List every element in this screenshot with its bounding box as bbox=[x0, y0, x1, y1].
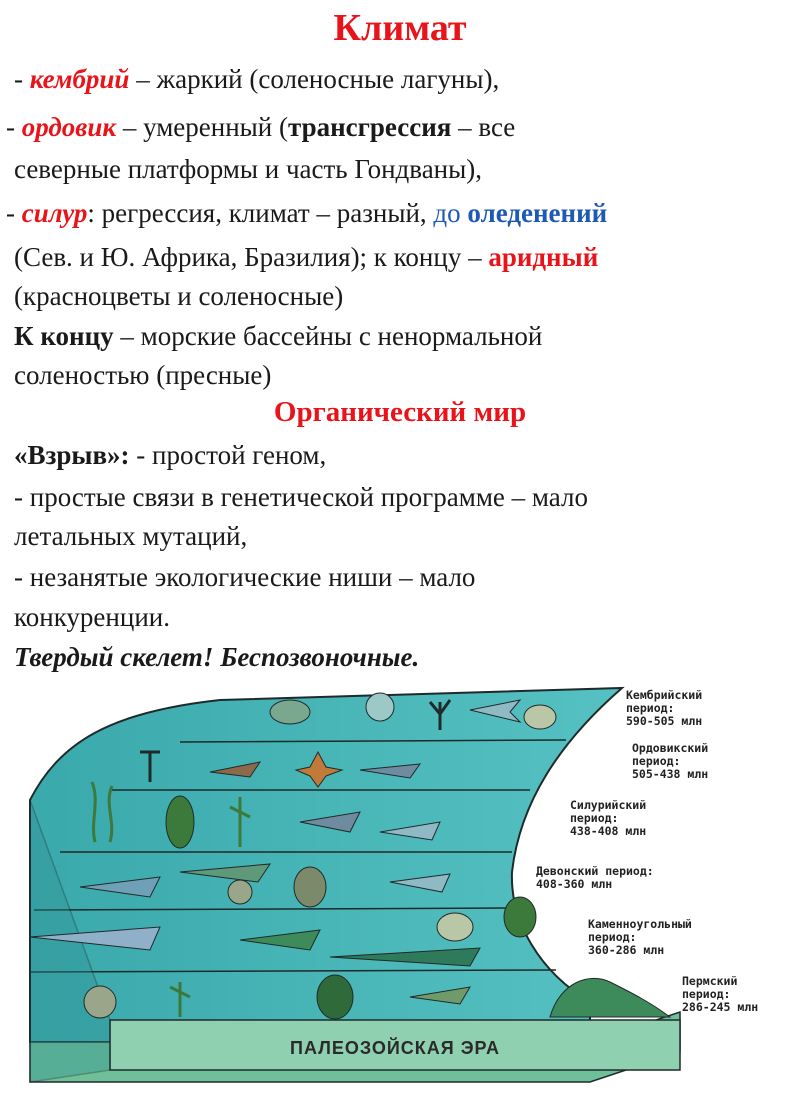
term-cambrian: кембрий bbox=[29, 64, 130, 94]
page-title: Климат bbox=[333, 7, 467, 49]
period-5-range: 360-286 млн bbox=[588, 943, 665, 957]
climate-line-silurian bbox=[6, 196, 607, 230]
period-5-name2: период: bbox=[588, 930, 637, 944]
text: (Сев. и Ю. Африка, Бразилия); к концу – bbox=[14, 242, 489, 272]
period-3-range: 438-408 млн bbox=[570, 824, 647, 838]
term-transgression: трансгрессия bbox=[288, 112, 452, 142]
climate-line-cambrian bbox=[14, 62, 499, 96]
organic-line-competition: конкуренции. bbox=[14, 602, 170, 632]
term-silurian: силур bbox=[21, 198, 88, 228]
period-1-name2: период: bbox=[626, 701, 675, 715]
tree-icon bbox=[504, 897, 536, 937]
period-4-range: 408-360 млн bbox=[536, 877, 613, 891]
text: - простой геном, bbox=[129, 440, 327, 470]
text: – морские бассейны с ненормальной bbox=[113, 321, 543, 351]
organic-line-links: - простые связи в генетической программе – мало bbox=[14, 482, 588, 512]
text-do: до bbox=[433, 198, 461, 228]
era-label: ПАЛЕОЗОЙСКАЯ ЭРА bbox=[290, 1038, 500, 1058]
period-3-name: Силурийский bbox=[570, 798, 647, 812]
organic-line-mutations: летальных мутаций, bbox=[14, 521, 248, 551]
term-explosion: «Взрыв»: bbox=[14, 440, 130, 470]
text: – умеренный ( bbox=[116, 112, 288, 142]
climate-line-ordovician bbox=[6, 110, 515, 144]
term-glaciation: оледенений bbox=[467, 198, 608, 228]
jellyfish-icon bbox=[366, 693, 394, 721]
period-5-name: Каменноугольный bbox=[588, 917, 692, 931]
period-3-name2: период: bbox=[570, 811, 619, 825]
text: : регрессия, климат – разный, bbox=[87, 198, 434, 228]
period-6-name: Пермский bbox=[682, 974, 738, 988]
period-2-name2: период: bbox=[632, 754, 681, 768]
period-1-range: 590-505 млн bbox=[626, 714, 703, 728]
organic-final-line: Твердый скелет! Беспозвоночные. bbox=[14, 642, 420, 672]
term-by-end: К концу bbox=[14, 321, 114, 351]
dimetrodon-icon bbox=[550, 978, 670, 1017]
climate-line-redbeds: (красноцветы и соленосные) bbox=[14, 281, 344, 311]
climate-line-ordovician-cont: северные платформы и часть Гондваны), bbox=[14, 154, 483, 184]
term-ordovician: ордовик bbox=[21, 112, 117, 142]
period-2-name: Ордовикский bbox=[632, 741, 709, 755]
ammonite-2-icon bbox=[84, 986, 116, 1018]
trilobite-2-icon bbox=[294, 867, 326, 907]
tree-2-icon bbox=[317, 975, 353, 1019]
trilobite-icon bbox=[270, 700, 310, 724]
paleozoic-era-illustration bbox=[0, 682, 800, 1095]
text: - bbox=[6, 198, 22, 228]
text: - bbox=[14, 64, 30, 94]
period-2-range: 505-438 млн bbox=[632, 767, 709, 781]
shell-icon bbox=[524, 705, 556, 729]
period-1-name: Кембрийский bbox=[626, 688, 703, 702]
organic-line-explosion bbox=[14, 438, 326, 472]
period-6-name2: период: bbox=[682, 987, 731, 1001]
ammonite-icon bbox=[228, 880, 252, 904]
text: - bbox=[6, 112, 22, 142]
period-4-name: Девонский период: bbox=[536, 864, 654, 878]
term-arid: аридный bbox=[488, 242, 599, 272]
organic-line-niches: - незанятые экологические ниши – мало bbox=[14, 562, 476, 592]
fern-leaf-icon bbox=[166, 796, 194, 848]
climate-line-silurian-cont bbox=[14, 240, 598, 274]
text: – все bbox=[451, 112, 516, 142]
organic-world-heading: Органический мир bbox=[273, 396, 527, 428]
climate-line-salinity: соленостью (пресные) bbox=[14, 360, 272, 390]
climate-line-end bbox=[14, 319, 542, 353]
shell-2-icon bbox=[437, 913, 473, 941]
text: – жаркий (соленосные лагуны), bbox=[129, 64, 500, 94]
period-6-range: 286-245 млн bbox=[682, 1000, 759, 1014]
